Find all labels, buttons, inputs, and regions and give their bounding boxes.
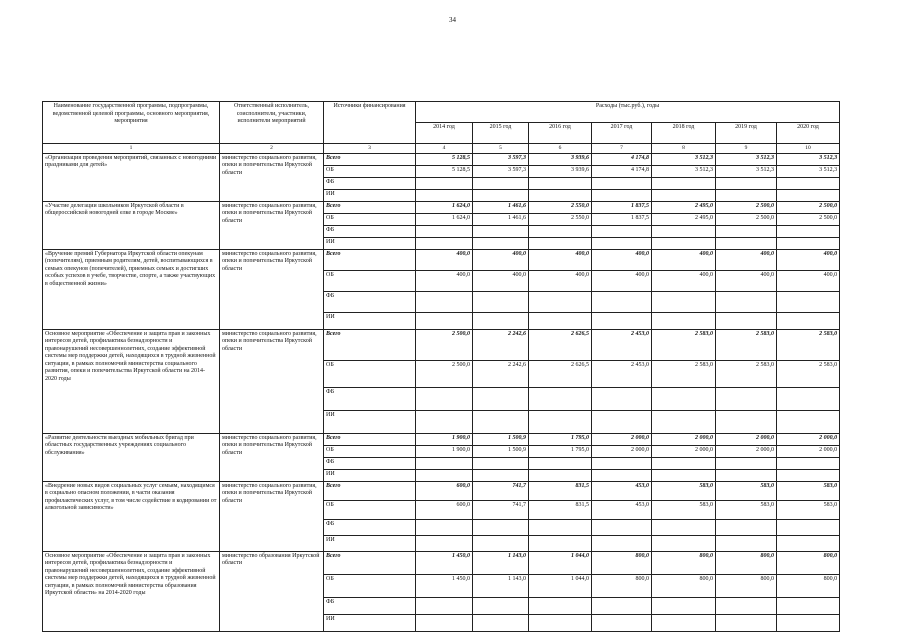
amount-cell: 741,7 xyxy=(473,481,529,500)
amount-cell xyxy=(716,189,777,201)
amount-cell: 3 939,6 xyxy=(529,165,592,177)
amount-cell xyxy=(416,519,473,535)
responsible-executor: министерство социального развития, опеки и попечительства Иркутской области xyxy=(220,201,324,249)
amount-cell xyxy=(416,535,473,551)
amount-cell: 1 795,0 xyxy=(529,445,592,457)
amount-cell xyxy=(416,177,473,189)
measure-name: «Внедрение новых видов социальных услуг семьям, находящимся в социально опасном положении, в части оказания профилактических услуг, в том числе содействие в кодировании от алкогольной зависимости» xyxy=(43,481,220,551)
year-header: 2019 год xyxy=(716,123,777,144)
amount-cell xyxy=(416,237,473,249)
amount-cell: 3 512,3 xyxy=(716,153,777,165)
amount-cell xyxy=(652,237,716,249)
funding-source: Всего xyxy=(324,481,416,500)
column-number-row xyxy=(43,144,840,154)
amount-cell xyxy=(416,457,473,469)
amount-cell: 583,0 xyxy=(716,500,777,519)
amount-cell xyxy=(416,189,473,201)
responsible-executor: министерство образования Иркутской области xyxy=(220,551,324,631)
amount-cell xyxy=(777,291,840,312)
amount-cell xyxy=(416,614,473,631)
amount-cell: 400,0 xyxy=(592,270,652,291)
table-row xyxy=(43,481,840,500)
year-header: 2015 год xyxy=(473,123,529,144)
amount-cell: 2 550,0 xyxy=(529,201,592,213)
amount-cell: 5 128,5 xyxy=(416,153,473,165)
column-number: 1 xyxy=(43,144,220,154)
amount-cell: 3 512,3 xyxy=(716,165,777,177)
amount-cell: 800,0 xyxy=(652,574,716,597)
amount-cell: 600,0 xyxy=(416,481,473,500)
funding-source: Всего xyxy=(324,201,416,213)
amount-cell xyxy=(416,410,473,433)
amount-cell: 2 583,0 xyxy=(652,360,716,387)
header-costs: Расходы (тыс.руб.), годы xyxy=(416,102,840,123)
funding-source: Всего xyxy=(324,329,416,360)
amount-cell xyxy=(592,177,652,189)
amount-cell: 2 500,0 xyxy=(777,213,840,225)
amount-cell: 2 500,0 xyxy=(716,201,777,213)
column-number: 4 xyxy=(416,144,473,154)
table-row xyxy=(43,201,840,213)
funding-source: ОБ xyxy=(324,574,416,597)
amount-cell: 400,0 xyxy=(473,249,529,270)
funding-source: ФБ xyxy=(324,291,416,312)
funding-source: ФБ xyxy=(324,225,416,237)
responsible-executor: министерство социального развития, опеки и попечительства Иркутской области xyxy=(220,433,324,481)
funding-source: ИИ xyxy=(324,189,416,201)
amount-cell: 1 900,0 xyxy=(416,433,473,445)
amount-cell xyxy=(652,535,716,551)
amount-cell: 1 044,0 xyxy=(529,551,592,574)
amount-cell xyxy=(716,237,777,249)
amount-cell xyxy=(529,237,592,249)
amount-cell: 1 837,5 xyxy=(592,201,652,213)
column-number: 9 xyxy=(716,144,777,154)
amount-cell xyxy=(716,387,777,410)
amount-cell: 583,0 xyxy=(716,481,777,500)
amount-cell: 2 000,0 xyxy=(592,445,652,457)
amount-cell xyxy=(529,597,592,614)
amount-cell xyxy=(473,614,529,631)
amount-cell xyxy=(529,614,592,631)
amount-cell xyxy=(777,535,840,551)
amount-cell: 2 242,6 xyxy=(473,360,529,387)
amount-cell: 1 624,0 xyxy=(416,213,473,225)
column-number: 3 xyxy=(324,144,416,154)
amount-cell: 800,0 xyxy=(652,551,716,574)
responsible-executor: министерство социального развития, опеки и попечительства Иркутской области xyxy=(220,249,324,329)
amount-cell: 2 583,0 xyxy=(777,329,840,360)
amount-cell: 400,0 xyxy=(777,270,840,291)
amount-cell xyxy=(473,535,529,551)
amount-cell xyxy=(592,469,652,481)
amount-cell: 800,0 xyxy=(777,551,840,574)
amount-cell xyxy=(529,519,592,535)
amount-cell: 453,0 xyxy=(592,500,652,519)
year-header: 2017 год xyxy=(592,123,652,144)
amount-cell xyxy=(716,519,777,535)
amount-cell xyxy=(777,519,840,535)
amount-cell xyxy=(777,597,840,614)
amount-cell xyxy=(716,614,777,631)
funding-source: ИИ xyxy=(324,469,416,481)
amount-cell xyxy=(652,614,716,631)
amount-cell xyxy=(529,312,592,329)
amount-cell xyxy=(652,469,716,481)
amount-cell: 1 461,6 xyxy=(473,201,529,213)
funding-source: ОБ xyxy=(324,165,416,177)
amount-cell xyxy=(529,469,592,481)
amount-cell xyxy=(652,597,716,614)
page-number: 34 xyxy=(449,16,456,24)
amount-cell: 800,0 xyxy=(592,574,652,597)
amount-cell xyxy=(592,457,652,469)
amount-cell: 2 000,0 xyxy=(716,433,777,445)
amount-cell: 583,0 xyxy=(652,500,716,519)
funding-source: ФБ xyxy=(324,519,416,535)
amount-cell xyxy=(416,312,473,329)
amount-cell xyxy=(777,225,840,237)
header-responsible: Ответственный исполнитель, соисполнители, участники, исполнители мероприятий xyxy=(220,102,324,144)
year-header: 2018 год xyxy=(652,123,716,144)
amount-cell xyxy=(777,177,840,189)
amount-cell: 400,0 xyxy=(652,270,716,291)
amount-cell xyxy=(416,225,473,237)
amount-cell: 3 512,3 xyxy=(777,165,840,177)
amount-cell: 2 500,0 xyxy=(416,329,473,360)
amount-cell xyxy=(473,519,529,535)
column-number: 7 xyxy=(592,144,652,154)
amount-cell: 2 242,6 xyxy=(473,329,529,360)
funding-source: ОБ xyxy=(324,270,416,291)
amount-cell: 2 583,0 xyxy=(652,329,716,360)
column-number: 6 xyxy=(529,144,592,154)
amount-cell: 400,0 xyxy=(716,249,777,270)
amount-cell: 1 450,0 xyxy=(416,574,473,597)
column-number: 2 xyxy=(220,144,324,154)
amount-cell: 1 450,0 xyxy=(416,551,473,574)
funding-source: ОБ xyxy=(324,213,416,225)
funding-source: ИИ xyxy=(324,312,416,329)
column-number: 5 xyxy=(473,144,529,154)
amount-cell xyxy=(716,457,777,469)
amount-cell xyxy=(416,597,473,614)
amount-cell: 4 174,8 xyxy=(592,165,652,177)
amount-cell: 400,0 xyxy=(529,249,592,270)
amount-cell xyxy=(529,387,592,410)
amount-cell xyxy=(777,614,840,631)
amount-cell xyxy=(473,410,529,433)
amount-cell xyxy=(777,237,840,249)
measure-name: «Развитие деятельности выездных мобильных бригад при областных государственных учреждениях социального обслуживания» xyxy=(43,433,220,481)
funding-source: ОБ xyxy=(324,500,416,519)
amount-cell: 1 624,0 xyxy=(416,201,473,213)
amount-cell xyxy=(777,457,840,469)
table-row xyxy=(43,433,840,445)
amount-cell xyxy=(592,597,652,614)
funding-source: ИИ xyxy=(324,410,416,433)
amount-cell xyxy=(592,189,652,201)
amount-cell xyxy=(592,312,652,329)
amount-cell: 2 626,5 xyxy=(529,329,592,360)
amount-cell xyxy=(473,225,529,237)
amount-cell xyxy=(473,457,529,469)
amount-cell xyxy=(716,225,777,237)
amount-cell xyxy=(473,237,529,249)
amount-cell: 3 512,3 xyxy=(777,153,840,165)
amount-cell xyxy=(529,177,592,189)
amount-cell: 2 453,0 xyxy=(592,360,652,387)
amount-cell: 1 044,0 xyxy=(529,574,592,597)
amount-cell: 1 900,0 xyxy=(416,445,473,457)
amount-cell xyxy=(529,291,592,312)
amount-cell: 741,7 xyxy=(473,500,529,519)
amount-cell: 400,0 xyxy=(529,270,592,291)
amount-cell: 2 583,0 xyxy=(716,329,777,360)
header-source: Источники финансирования xyxy=(324,102,416,144)
amount-cell xyxy=(473,189,529,201)
amount-cell xyxy=(716,312,777,329)
measure-name: Основное мероприятие «Обеспечение и защита прав и законных интересов детей, профилактика безнадзорности и правонарушений несовершеннолетних, создание эффективной системы мер поддержки детей, находящихся в трудной жизненной ситуации, в рамках полномочий министерства социального развития, опеки и попечительства Иркутской области на 2014-2020 годы xyxy=(43,329,220,433)
measure-name: «Вручение премий Губернатора Иркутской области опекунам (попечителям), приемным родителям, детей, воспитывающихся в семьях опекунов (попечителей), приемных семьях и достигших особых успехов в учебе, творчестве, спорте, а также участвующих в общественной жизни» xyxy=(43,249,220,329)
amount-cell xyxy=(592,291,652,312)
amount-cell xyxy=(777,189,840,201)
amount-cell: 2 495,0 xyxy=(652,213,716,225)
amount-cell xyxy=(416,387,473,410)
amount-cell: 2 583,0 xyxy=(716,360,777,387)
funding-source: ОБ xyxy=(324,445,416,457)
funding-source: ИИ xyxy=(324,237,416,249)
amount-cell: 1 795,0 xyxy=(529,433,592,445)
amount-cell: 3 939,6 xyxy=(529,153,592,165)
amount-cell xyxy=(716,597,777,614)
column-number: 8 xyxy=(652,144,716,154)
amount-cell: 2 626,5 xyxy=(529,360,592,387)
amount-cell: 400,0 xyxy=(716,270,777,291)
amount-cell: 2 000,0 xyxy=(716,445,777,457)
amount-cell xyxy=(716,469,777,481)
responsible-executor: министерство социального развития, опеки и попечительства Иркутской области xyxy=(220,481,324,551)
amount-cell: 400,0 xyxy=(777,249,840,270)
funding-source: ИИ xyxy=(324,614,416,631)
amount-cell xyxy=(473,177,529,189)
funding-source: ИИ xyxy=(324,535,416,551)
amount-cell: 583,0 xyxy=(777,481,840,500)
amount-cell xyxy=(592,387,652,410)
amount-cell: 1 500,9 xyxy=(473,433,529,445)
amount-cell: 4 174,8 xyxy=(592,153,652,165)
amount-cell: 600,0 xyxy=(416,500,473,519)
measure-name: «Участие делегации школьников Иркутской области в общероссийской новогодней елке в городе Москве» xyxy=(43,201,220,249)
amount-cell: 1 837,5 xyxy=(592,213,652,225)
amount-cell: 3 512,3 xyxy=(652,165,716,177)
budget-table xyxy=(42,101,840,632)
funding-source: ФБ xyxy=(324,177,416,189)
header-name: Наименование государственной программы, подпрограммы, ведомственной целевой программы, основного мероприятия, мероприятия xyxy=(43,102,220,144)
table-body xyxy=(43,153,840,631)
responsible-executor: министерство социального развития, опеки и попечительства Иркутской области xyxy=(220,153,324,201)
amount-cell xyxy=(652,177,716,189)
amount-cell xyxy=(592,535,652,551)
amount-cell xyxy=(777,387,840,410)
amount-cell: 5 128,5 xyxy=(416,165,473,177)
amount-cell: 2 000,0 xyxy=(652,433,716,445)
amount-cell xyxy=(416,291,473,312)
amount-cell: 831,5 xyxy=(529,481,592,500)
amount-cell: 800,0 xyxy=(716,574,777,597)
amount-cell xyxy=(473,312,529,329)
measure-name: Основное мероприятие «Обеспечение и защита прав и законных интересов детей, профилактика безнадзорности и правонарушений несовершеннолетних, создание эффективной системы мер поддержки детей, находящихся в трудной жизненной ситуации, в рамках полномочий министерства образования Иркутской области» на 2014-2020 годы xyxy=(43,551,220,631)
amount-cell xyxy=(652,225,716,237)
table-row xyxy=(43,329,840,360)
funding-source: ФБ xyxy=(324,597,416,614)
amount-cell xyxy=(716,410,777,433)
amount-cell: 400,0 xyxy=(416,270,473,291)
amount-cell: 2 000,0 xyxy=(652,445,716,457)
measure-name: «Организация проведения мероприятий, связанных с новогодними праздниками для детей» xyxy=(43,153,220,201)
amount-cell xyxy=(529,535,592,551)
amount-cell xyxy=(652,189,716,201)
amount-cell: 3 512,3 xyxy=(652,153,716,165)
amount-cell: 2 500,0 xyxy=(777,201,840,213)
amount-cell xyxy=(529,410,592,433)
amount-cell xyxy=(652,387,716,410)
amount-cell xyxy=(652,312,716,329)
amount-cell xyxy=(529,225,592,237)
amount-cell xyxy=(652,410,716,433)
table-row xyxy=(43,551,840,574)
funding-source: Всего xyxy=(324,433,416,445)
responsible-executor: министерство социального развития, опеки и попечительства Иркутской области xyxy=(220,329,324,433)
amount-cell: 831,5 xyxy=(529,500,592,519)
amount-cell: 583,0 xyxy=(777,500,840,519)
amount-cell xyxy=(473,387,529,410)
funding-source: ФБ xyxy=(324,387,416,410)
amount-cell xyxy=(652,457,716,469)
year-header: 2016 год xyxy=(529,123,592,144)
amount-cell: 3 597,3 xyxy=(473,165,529,177)
year-header: 2014 год xyxy=(416,123,473,144)
amount-cell xyxy=(777,410,840,433)
amount-cell xyxy=(592,410,652,433)
amount-cell: 583,0 xyxy=(652,481,716,500)
amount-cell xyxy=(716,177,777,189)
amount-cell xyxy=(473,291,529,312)
year-header: 2020 год xyxy=(777,123,840,144)
funding-source: ФБ xyxy=(324,457,416,469)
funding-source: Всего xyxy=(324,249,416,270)
table-row xyxy=(43,153,840,165)
amount-cell xyxy=(716,535,777,551)
amount-cell xyxy=(416,469,473,481)
amount-cell: 800,0 xyxy=(716,551,777,574)
amount-cell: 1 143,0 xyxy=(473,574,529,597)
amount-cell: 800,0 xyxy=(777,574,840,597)
amount-cell xyxy=(652,519,716,535)
amount-cell: 400,0 xyxy=(592,249,652,270)
amount-cell: 400,0 xyxy=(473,270,529,291)
amount-cell xyxy=(716,291,777,312)
amount-cell: 1 461,6 xyxy=(473,213,529,225)
amount-cell xyxy=(592,614,652,631)
amount-cell xyxy=(473,597,529,614)
amount-cell: 2 453,0 xyxy=(592,329,652,360)
amount-cell: 2 000,0 xyxy=(777,445,840,457)
amount-cell: 1 500,9 xyxy=(473,445,529,457)
amount-cell xyxy=(592,237,652,249)
amount-cell xyxy=(592,519,652,535)
column-number: 10 xyxy=(777,144,840,154)
amount-cell xyxy=(473,469,529,481)
amount-cell xyxy=(529,457,592,469)
funding-source: ОБ xyxy=(324,360,416,387)
amount-cell xyxy=(592,225,652,237)
amount-cell: 453,0 xyxy=(592,481,652,500)
funding-source: Всего xyxy=(324,153,416,165)
amount-cell: 2 550,0 xyxy=(529,213,592,225)
funding-source: Всего xyxy=(324,551,416,574)
amount-cell: 2 495,0 xyxy=(652,201,716,213)
amount-cell: 1 143,0 xyxy=(473,551,529,574)
table-row xyxy=(43,249,840,270)
amount-cell xyxy=(652,291,716,312)
amount-cell xyxy=(529,189,592,201)
amount-cell: 800,0 xyxy=(592,551,652,574)
amount-cell: 400,0 xyxy=(416,249,473,270)
amount-cell: 2 583,0 xyxy=(777,360,840,387)
header-row xyxy=(43,102,840,123)
amount-cell xyxy=(777,469,840,481)
amount-cell: 3 597,3 xyxy=(473,153,529,165)
amount-cell: 2 000,0 xyxy=(777,433,840,445)
amount-cell: 2 500,0 xyxy=(416,360,473,387)
amount-cell: 400,0 xyxy=(652,249,716,270)
amount-cell: 2 500,0 xyxy=(716,213,777,225)
amount-cell xyxy=(777,312,840,329)
amount-cell: 2 000,0 xyxy=(592,433,652,445)
